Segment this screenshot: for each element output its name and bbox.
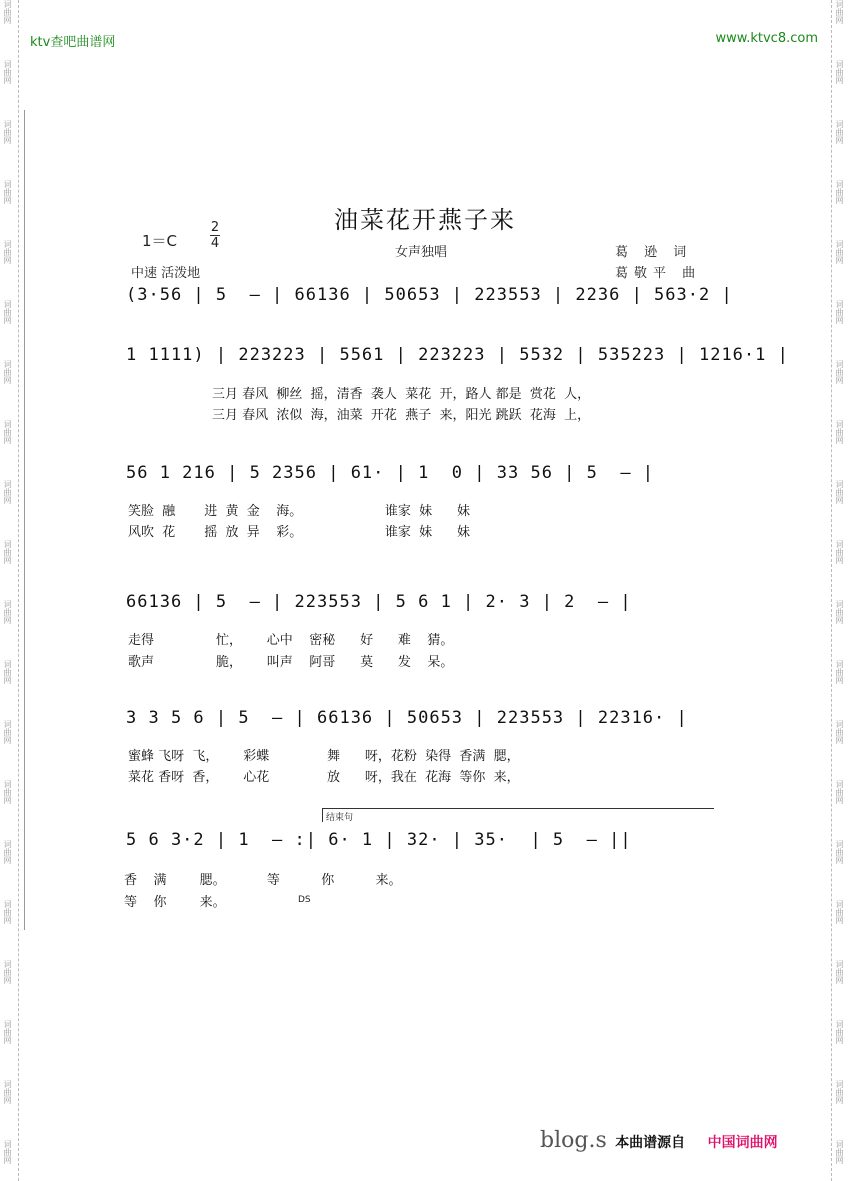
watermark-text: 词曲网 [3,1080,12,1104]
watermark-text: 词曲网 [3,1020,12,1044]
watermark-text: 词曲网 [3,0,12,24]
score-line-4: 66136 | 5 — | 223553 | 5 6 1 | 2· 3 | 2 — | [126,592,632,612]
watermark-text: 词曲网 [835,180,844,204]
tempo-marking: 中速 活泼地 [131,266,201,281]
watermark-text: 词曲网 [3,120,12,144]
watermark-text: 词曲网 [835,900,844,924]
key-signature: 1＝C [142,232,178,250]
watermark-text: 词曲网 [835,600,844,624]
watermark-text: 词曲网 [3,300,12,324]
lyrics-verse2-line6: 等 你 来。 [124,895,226,910]
score-line-2: 1 1111) | 223223 | 5561 | 223223 | 5532 | 535223 | 1216·1 | [126,345,789,365]
watermark-text: 词曲网 [3,60,12,84]
watermark-text: 词曲网 [3,360,12,384]
watermark-text: 词曲网 [3,900,12,924]
watermark-text: 词曲网 [835,780,844,804]
watermark-text: 词曲网 [3,840,12,864]
watermark-text: 词曲网 [3,420,12,444]
ending-bracket [322,808,714,809]
watermark-text: 词曲网 [835,0,844,24]
footer-source [540,1128,778,1153]
meter-bottom: 4 [210,236,220,251]
left-watermark-strip [0,0,19,1181]
right-watermark-strip [831,0,850,1181]
watermark-text: 词曲网 [835,1080,844,1104]
watermark-text: 词曲网 [835,1020,844,1044]
watermark-text: 词曲网 [3,180,12,204]
meter-top: 2 [210,220,220,235]
watermark-text: 词曲网 [3,480,12,504]
lyricist-credit: 葛 逊 词 [615,245,693,260]
footer-blog-text: blog.s [540,1128,607,1153]
lyrics-verse1-line6: 香 满 腮。 等 你 来。 [124,873,402,888]
watermark-text: 词曲网 [3,780,12,804]
watermark-text: 词曲网 [835,360,844,384]
watermark-text: 词曲网 [3,960,12,984]
lyrics-verse2-line5: 菜花 香呀 香， 心花 放 呀，我在 花海 等你 来， [128,770,520,785]
lyrics-verse2-line3: 风吹 花 摇 放 异 彩。 谁家 妹 妹 [128,525,470,540]
site-url-right[interactable]: www.ktvc8.com [715,31,818,46]
watermark-text: 词曲网 [835,120,844,144]
watermark-text: 词曲网 [835,960,844,984]
watermark-text: 词曲网 [835,1140,844,1164]
watermark-text: 词曲网 [835,480,844,504]
score-line-5: 3 3 5 6 | 5 — | 66136 | 50653 | 223553 | 22316· | [126,708,688,728]
watermark-text: 词曲网 [835,300,844,324]
composer-credit: 葛敬平 曲 [615,266,702,281]
watermark-text: 词曲网 [3,600,12,624]
watermark-text: 词曲网 [3,240,12,264]
site-name-left[interactable]: ktv查吧曲谱网 [30,35,116,50]
watermark-text: 词曲网 [835,840,844,864]
score-line-1: (3·56 | 5 — | 66136 | 50653 | 223553 | 2236 | 563·2 | [126,285,733,305]
lyrics-verse1-line4: 走得 忙， 心中 密秘 好 难 猜。 [128,633,454,648]
performance-style: 女声独唱 [395,245,448,260]
lyrics-verse2-line4: 歌声 脆， 叫声 阿哥 莫 发 呆。 [128,655,454,670]
lyrics-verse2-line2: 三月 春风 浓似 海，油菜 开花 燕子 来，阳光 跳跃 花海 上， [212,408,591,423]
song-title: 油菜花开燕子来 [334,206,516,234]
time-signature [210,220,220,251]
watermark-text: 词曲网 [835,540,844,564]
watermark-text: 词曲网 [835,720,844,744]
watermark-text: 词曲网 [835,60,844,84]
score-line-3: 56 1 216 | 5 2356 | 61· | 1 0 | 33 56 | 5 — | [126,463,655,483]
footer-source-text: 本曲谱源自 [615,1135,686,1151]
watermark-text: 词曲网 [3,540,12,564]
watermark-text: 词曲网 [835,240,844,264]
watermark-text: 词曲网 [3,720,12,744]
score-line-6: 5 6 3·2 | 1 — :| 6· 1 | 32· | 35· | 5 — || [126,830,632,850]
lyrics-verse1-line2: 三月 春风 柳丝 摇，清香 袭人 菜花 开，路人 都是 赏花 人， [212,387,591,402]
lyrics-verse1-line5: 蜜蜂 飞呀 飞， 彩蝶 舞 呀，花粉 染得 香满 腮， [128,749,520,764]
ending-bracket-tick [322,808,323,822]
watermark-text: 词曲网 [3,1140,12,1164]
footer-site-link[interactable]: 中国词曲网 [707,1135,778,1151]
ending-label: 结束句 [326,813,354,823]
lyrics-verse1-line3: 笑脸 融 进 黄 金 海。 谁家 妹 妹 [128,504,470,519]
watermark-text: 词曲网 [835,660,844,684]
ds-marking: DS [298,895,311,905]
watermark-text: 词曲网 [3,660,12,684]
watermark-text: 词曲网 [835,420,844,444]
